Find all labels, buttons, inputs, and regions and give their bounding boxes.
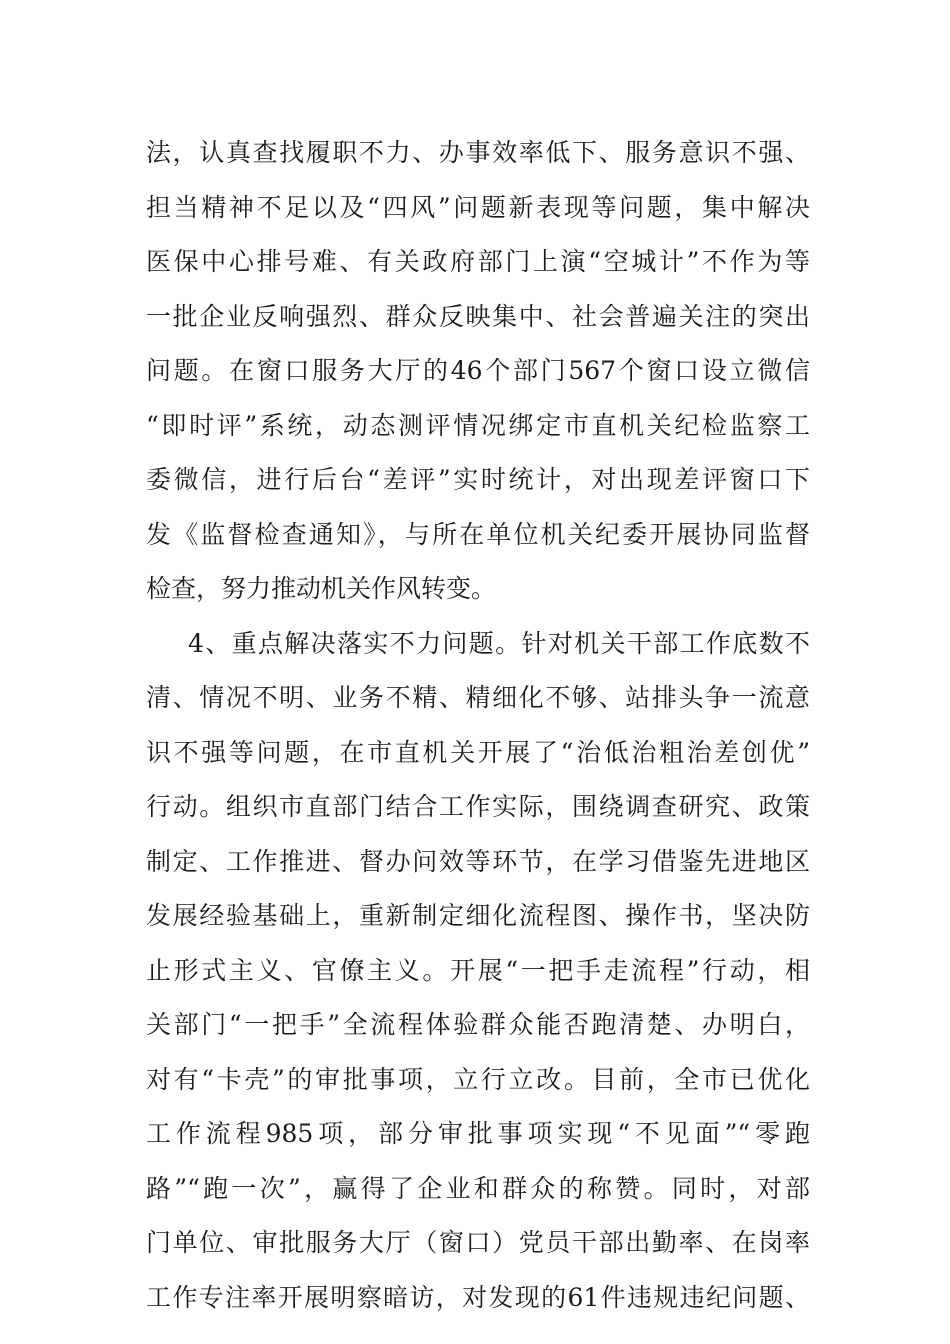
document-body (146, 126, 810, 1325)
text-line: 制定、工作推进、督办问效等环节，在学习借鉴先进地区 (146, 846, 810, 876)
text-line: 担当精神不足以及“四风”问题新表现等问题，集中解决 (146, 192, 810, 222)
text-line: 法，认真查找履职不力、办事效率低下、服务意识不强、 (146, 138, 810, 167)
text-line: 检查，努力推动机关作风转变。 (146, 574, 497, 603)
paragraph-1 (146, 126, 810, 617)
text-line: 路”“跑一次”，赢得了企业和群众的称赞。同时，对部 (146, 1173, 810, 1203)
text-line: 识不强等问题，在市直机关开展了“治低治粗治差创优” (146, 737, 810, 767)
text-line: 清、情况不明、业务不精、精细化不够、站排头争一流意 (146, 683, 810, 712)
text-line: 发《监督检查通知》，与所在单位机关纪委开展协同监督 (146, 519, 810, 549)
paragraph-2 (146, 617, 810, 1326)
text-line: “即时评”系统，动态测评情况绑定市直机关纪检监察工 (146, 410, 810, 440)
text-line: 行动。组织市直部门结合工作实际，围绕调查研究、政策 (146, 792, 810, 821)
text-line: 4、重点解决落实不力问题。针对机关干部工作底数不 (188, 628, 810, 658)
text-line: 工作流程985项，部分审批事项实现“不见面”“零跑 (146, 1119, 810, 1148)
text-line: 一批企业反响强烈、群众反映集中、社会普遍关注的突出 (146, 301, 810, 331)
text-line: 关部门“一把手”全流程体验群众能否跑清楚、办明白， (146, 1010, 810, 1039)
text-line: 止形式主义、官僚主义。开展“一把手走流程”行动，相 (146, 955, 810, 985)
text-line: 医保中心排号难、有关政府部门上演“空城计”不作为等 (146, 247, 810, 276)
text-line: 发展经验基础上，重新制定细化流程图、操作书，坚决防 (146, 901, 810, 930)
text-line: 对有“卡壳”的审批事项，立行立改。目前，全市已优化 (146, 1064, 810, 1094)
text-line: 工作专注率开展明察暗访，对发现的61件违规违纪问题、 (146, 1282, 810, 1312)
text-line: 问题。在窗口服务大厅的46个部门567个窗口设立微信 (146, 356, 810, 385)
text-line: 委微信，进行后台“差评”实时统计，对出现差评窗口下 (146, 465, 810, 494)
text-line: 门单位、审批服务大厅（窗口）党员干部出勤率、在岗率 (146, 1228, 810, 1257)
